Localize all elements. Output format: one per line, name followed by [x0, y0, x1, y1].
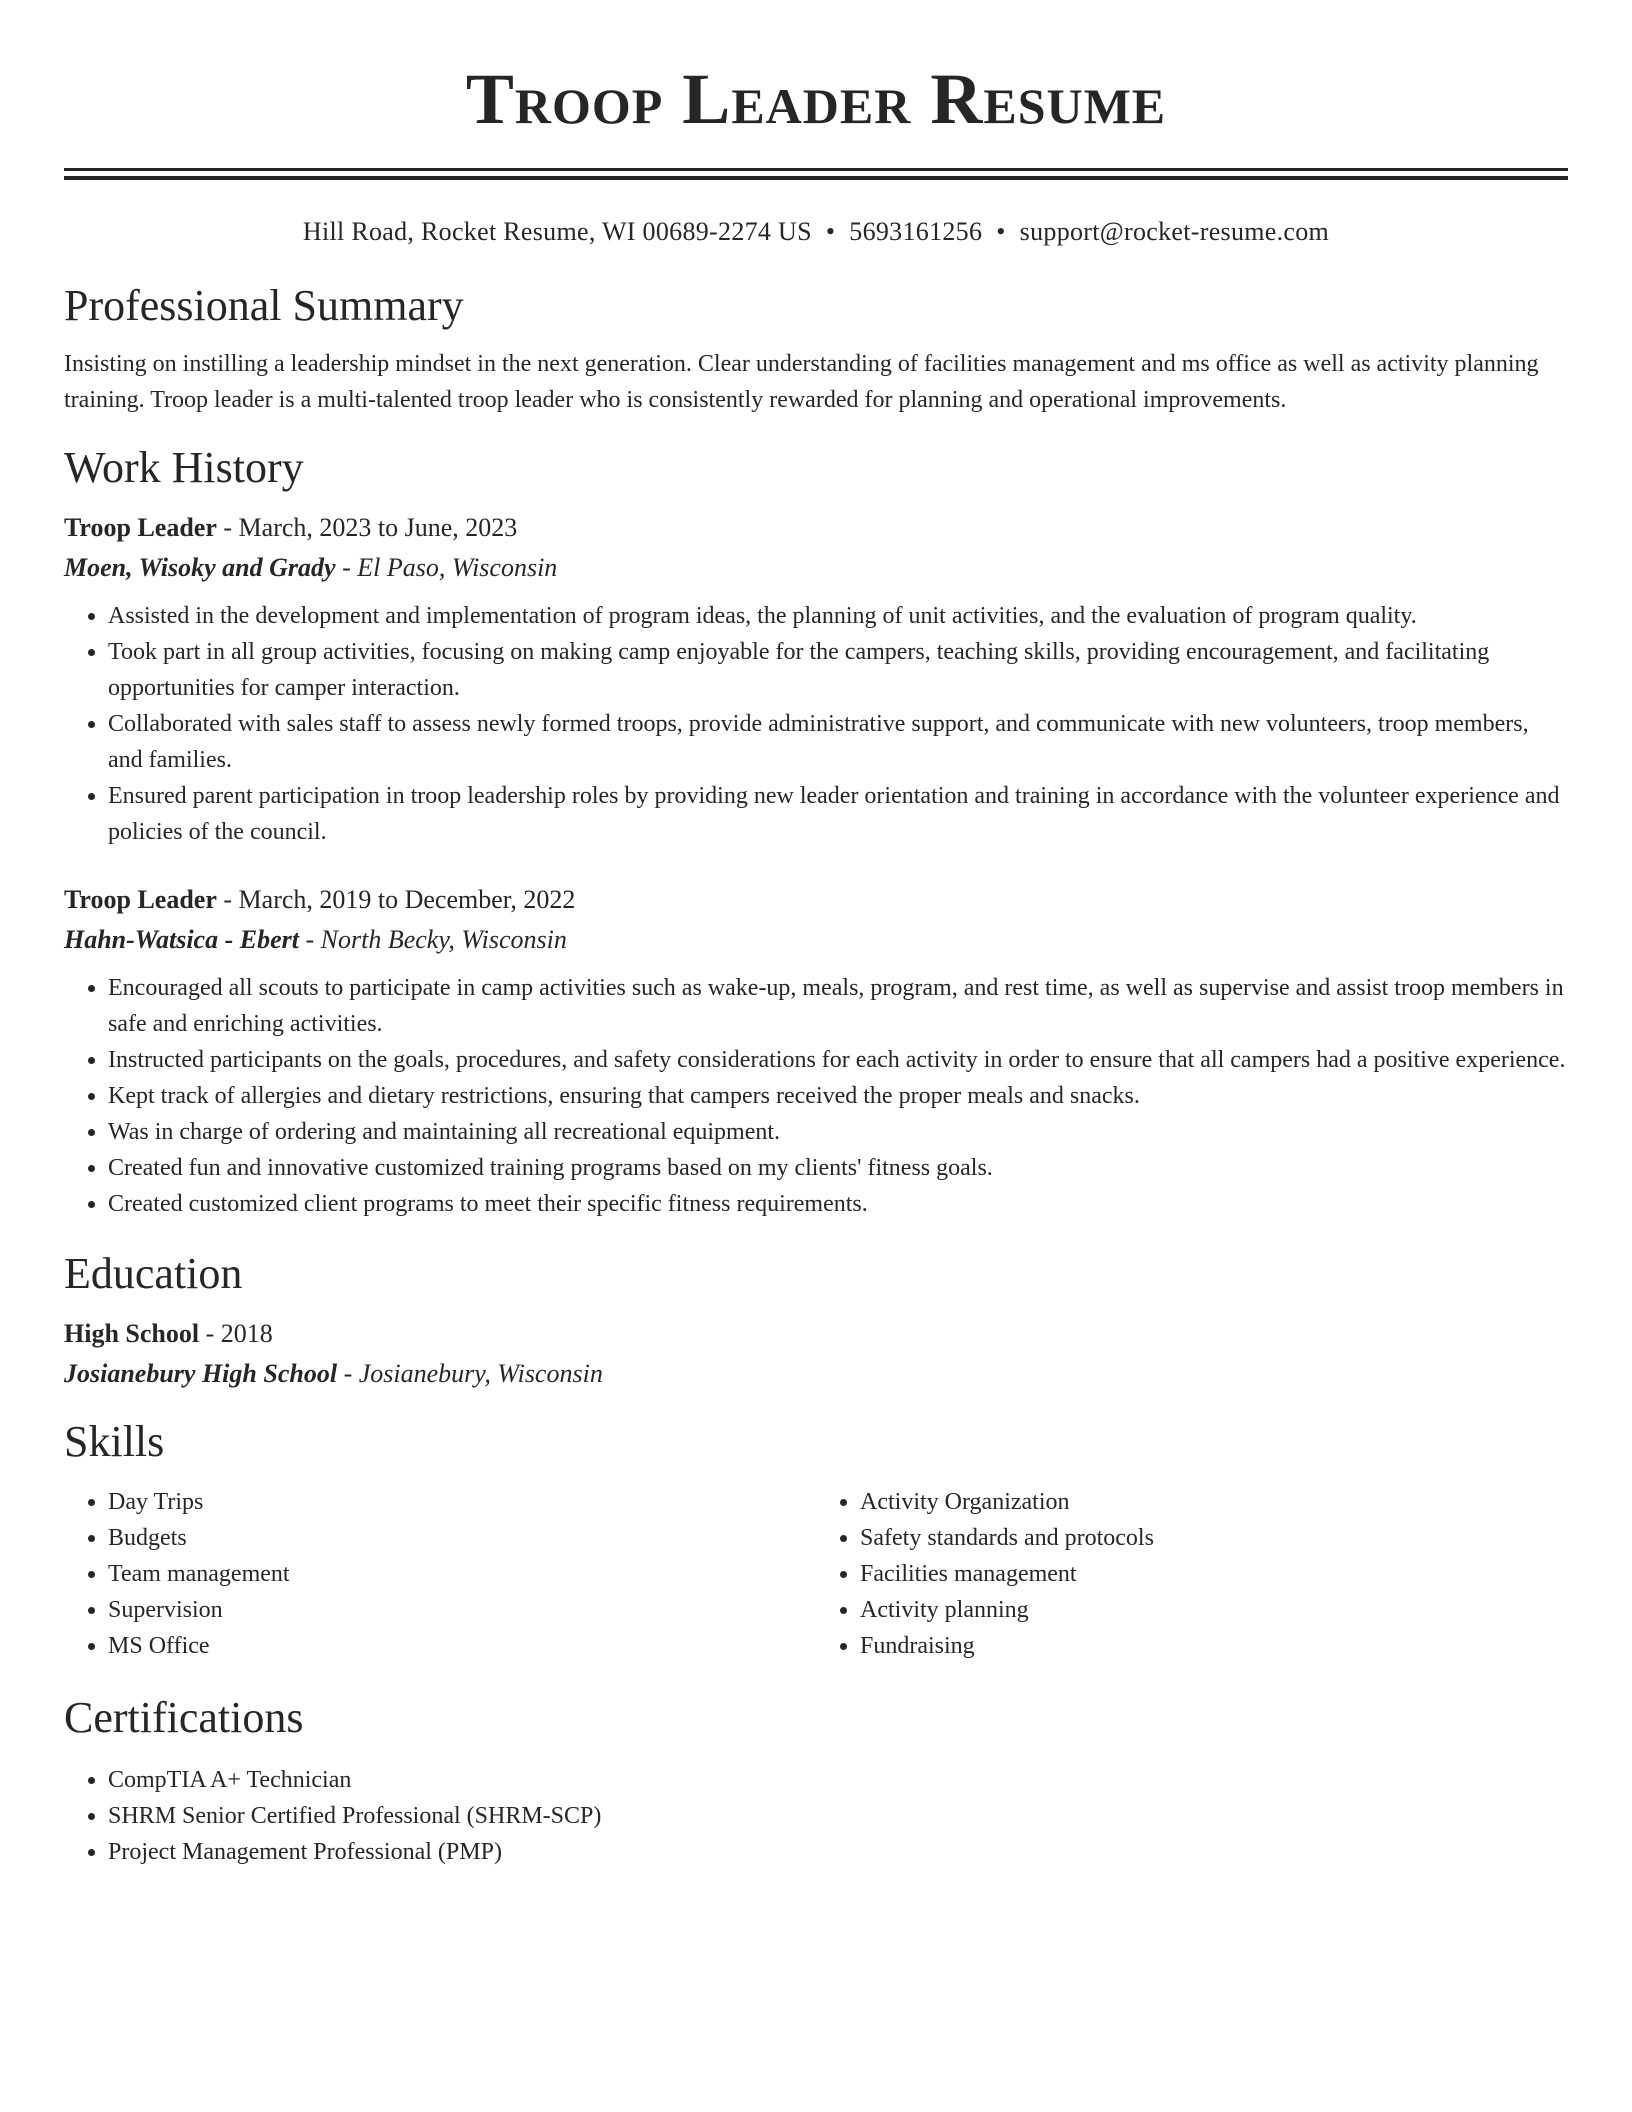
section-title-work-history: Work History: [64, 443, 304, 492]
list-item: • Ensured parent participation in troop leadership roles by providing new leader orientation and training in accordance with the volunteer experience and policies of the council.: [108, 778, 1568, 850]
list-item: • Took part in all group activities, focusing on making camp enjoyable for the campers, teaching skills, providing encouragement, and facilitating opportunities for camper interaction.: [108, 634, 1568, 706]
certification-item: • CompTIA A+ Technician: [108, 1762, 1568, 1798]
job-heading: [64, 880, 1568, 920]
list-item: • Created fun and innovative customized training programs based on my clients' fitness goals.: [108, 1150, 1568, 1186]
contact-separator: •: [825, 217, 836, 246]
skill-item: • Facilities management: [860, 1556, 1568, 1592]
title-divider-top: [64, 168, 1568, 171]
list-item: • Instructed participants on the goals, procedures, and safety considerations for each activity in order to ensure that all campers had a positive experience.: [108, 1042, 1568, 1078]
skill-item: • Team management: [108, 1556, 816, 1592]
job-company: Hahn-Watsica - Ebert: [64, 925, 299, 954]
section-title-education: Education: [64, 1249, 243, 1298]
list-item: • Encouraged all scouts to participate in camp activities such as wake-up, meals, program, and rest time, as well as supervise and assist troop members in safe and enriching activities.: [108, 970, 1568, 1042]
education-school-line: [64, 1354, 1568, 1394]
job-entry: [64, 880, 1568, 1222]
education-year: - 2018: [205, 1319, 273, 1348]
list-item: • Was in charge of ordering and maintaining all recreational equipment.: [108, 1114, 1568, 1150]
job-company-line: [64, 548, 1568, 588]
skill-item: • Budgets: [108, 1520, 816, 1556]
list-item: • Assisted in the development and implementation of program ideas, the planning of unit activities, and the evaluation of program quality.: [108, 598, 1568, 634]
skills-columns: [64, 1484, 1568, 1664]
job-dates: - March, 2019 to December, 2022: [223, 885, 576, 914]
skill-item: • Day Trips: [108, 1484, 816, 1520]
education-degree: High School: [64, 1319, 200, 1348]
job-location: - North Becky, Wisconsin: [305, 925, 567, 954]
education-entry: [64, 1314, 1568, 1394]
education-heading: [64, 1314, 1568, 1354]
section-title-skills: Skills: [64, 1417, 165, 1466]
job-entry: [64, 508, 1568, 850]
job-duties-list: [64, 970, 1568, 1222]
contact-line: [64, 216, 1568, 248]
list-item: • Collaborated with sales staff to assess newly formed troops, provide administrative support, and communicate with new volunteers, troop members, and families.: [108, 706, 1568, 778]
resume-title: Troop Leader Resume: [465, 59, 1167, 139]
job-company: Moen, Wisoky and Grady: [64, 553, 336, 582]
job-dates: - March, 2023 to June, 2023: [223, 513, 518, 542]
job-heading: [64, 508, 1568, 548]
section-title-certifications: Certifications: [64, 1693, 304, 1742]
summary-text: Insisting on instilling a leadership mindset in the next generation. Clear understanding of facilities management and ms office as well as activity planning training. Troop leader is a multi-talented troop leader who is consistently rewarded for planning and operational improvements.: [64, 351, 1539, 413]
skills-list-right: [816, 1484, 1568, 1664]
job-duties-list: [64, 598, 1568, 850]
certification-item: • SHRM Senior Certified Professional (SHRM-SCP): [108, 1798, 1568, 1834]
skill-item: • MS Office: [108, 1628, 816, 1664]
education-location: - Josianebury, Wisconsin: [343, 1359, 603, 1388]
skill-item: • Activity planning: [860, 1592, 1568, 1628]
education-school: Josianebury High School: [64, 1359, 338, 1388]
list-item: • Created customized client programs to meet their specific fitness requirements.: [108, 1186, 1568, 1222]
contact-phone: 5693161256: [849, 217, 983, 246]
skill-item: • Supervision: [108, 1592, 816, 1628]
job-role: Troop Leader: [64, 885, 217, 914]
job-company-line: [64, 920, 1568, 960]
contact-separator: •: [996, 217, 1006, 246]
certifications-list: [64, 1762, 1568, 1870]
section-title-summary: Professional Summary: [64, 281, 464, 330]
skill-item: • Activity Organization: [860, 1484, 1568, 1520]
contact-address: Hill Road, Rocket Resume, WI 00689-2274 US: [302, 217, 812, 246]
contact-email: support@rocket-resume.com: [1019, 217, 1330, 246]
certification-item: • Project Management Professional (PMP): [108, 1834, 1568, 1870]
skill-item: • Safety standards and protocols: [860, 1520, 1568, 1556]
job-role: Troop Leader: [64, 513, 217, 542]
job-location: - El Paso, Wisconsin: [342, 553, 558, 582]
skills-list-left: [64, 1484, 816, 1664]
title-divider-bottom: [64, 176, 1568, 180]
list-item: • Kept track of allergies and dietary restrictions, ensuring that campers received the proper meals and snacks.: [108, 1078, 1568, 1114]
skill-item: • Fundraising: [860, 1628, 1568, 1664]
